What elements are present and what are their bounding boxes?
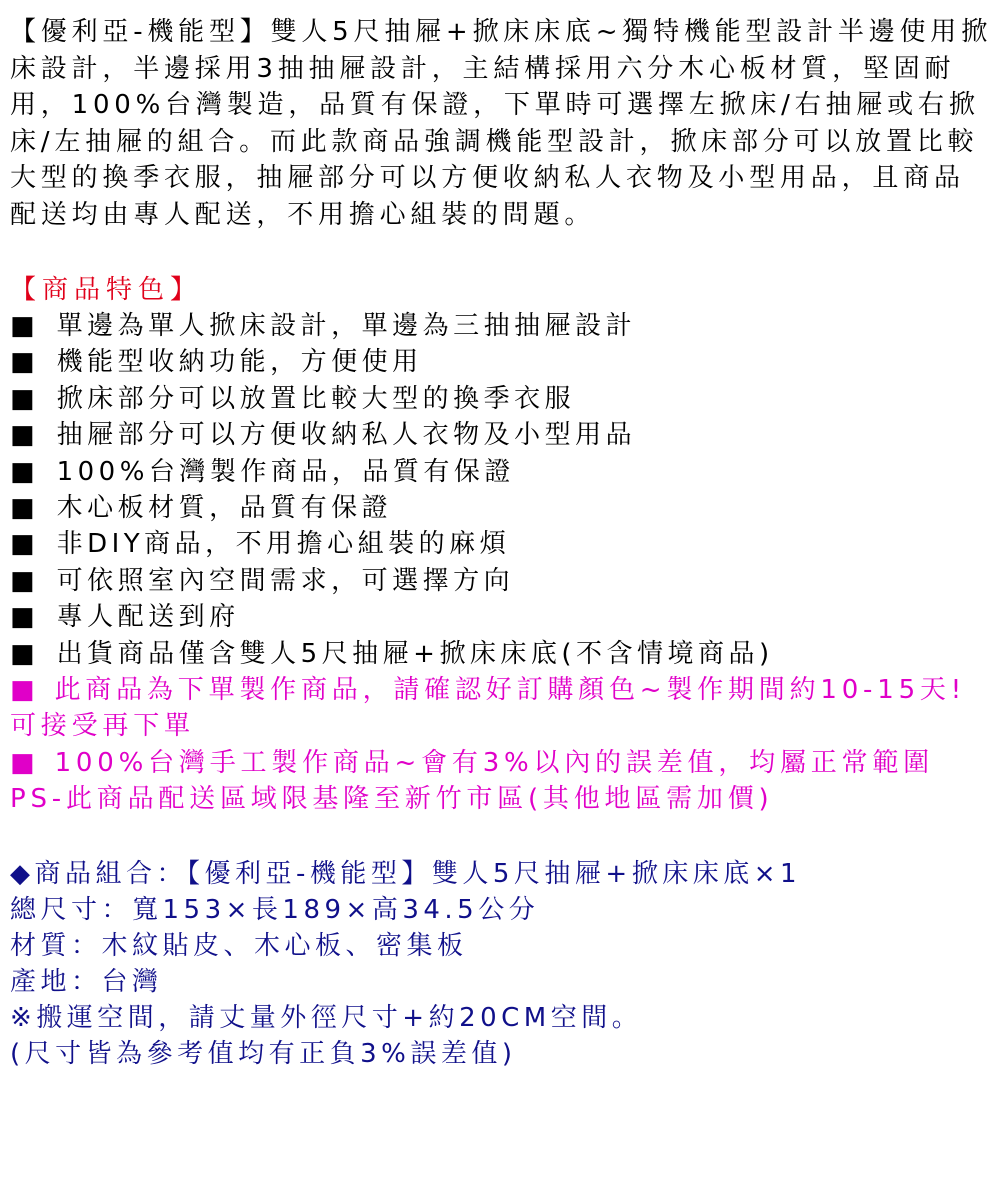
black-square-icon: ■ (10, 311, 35, 341)
feature-item: ■ 出貨商品僅含雙人5尺抽屜+掀床床底(不含情境商品) (10, 636, 992, 672)
black-square-icon: ■ (10, 383, 35, 414)
feature-item: ■ 抽屜部分可以方便收納私人衣物及小型用品 (10, 417, 992, 453)
product-intro-paragraph: 【優利亞-機能型】雙人5尺抽屜+掀床床底~獨特機能型設計半邊使用掀床設計，半邊採用3抽抽屜設計，主結構採用六分木心板材質，堅固耐用，100%台灣製造，品質有保證，下單時可選擇左掀床/右抽屜或右掀床/左抽屜的組合。而此款商品強調機能型設計，掀床部分可以放置比較大型的換季衣服，抽屜部分可以方便收納私人衣物及小型用品，且商品配送均由專人配送，不用擔心組裝的問題。 (10, 17, 992, 230)
black-square-icon: ■ (10, 420, 35, 451)
black-square-icon: ■ (10, 493, 35, 524)
black-square-icon: ■ (10, 529, 35, 560)
black-square-icon: ■ (10, 602, 35, 633)
tolerance-note (10, 745, 992, 781)
spec-moving-space: ※搬運空間，請丈量外徑尺寸+約20CM空間。 (10, 1002, 643, 1033)
feature-item: ■ 專人配送到府 (10, 599, 992, 635)
black-square-icon: ■ (10, 456, 35, 487)
spec-material: 材質：木紋貼皮、木心板、密集板 (10, 930, 468, 961)
magenta-square-icon: ■ (10, 747, 35, 778)
spec-dimensions: 總尺寸：寬153×長189×高34.5公分 (10, 894, 540, 925)
specifications (10, 856, 992, 1072)
feature-item: ■ 100%台灣製作商品，品質有保證 (10, 454, 992, 490)
features-heading: 【商品特色】 (10, 275, 203, 305)
order-note-text: 此商品為下單製作商品，請確認好訂購顏色~製作期間約10-15天!可接受再下單 (10, 675, 966, 742)
tolerance-note-text: 100%台灣手工製作商品~會有3%以內的誤差值，均屬正常範圍 (54, 747, 934, 778)
black-square-icon: ■ (10, 347, 35, 378)
order-note (10, 672, 992, 745)
black-square-icon: ■ (10, 638, 35, 669)
feature-item: ■ 非DIY商品，不用擔心組裝的麻煩 (10, 526, 992, 562)
spec-origin: 產地：台灣 (10, 966, 163, 997)
feature-item: ■ 掀床部分可以放置比較大型的換季衣服 (10, 381, 992, 417)
feature-item: ■ 木心板材質，品質有保證 (10, 490, 992, 526)
delivery-area-note: PS-此商品配送區域限基隆至新竹市區(其他地區需加價) (10, 784, 774, 815)
spec-combination: ◆商品組合：【優利亞-機能型】雙人5尺抽屜+掀床床底×1 (10, 858, 802, 889)
magenta-square-icon: ■ (10, 675, 35, 706)
black-square-icon: ■ (10, 565, 35, 596)
features-list (10, 308, 992, 672)
spec-tolerance: (尺寸皆為參考值均有正負3%誤差值) (10, 1038, 517, 1069)
feature-item: ■ 可依照室內空間需求，可選擇方向 (10, 563, 992, 599)
feature-item: ■ 單邊為單人掀床設計，單邊為三抽抽屜設計 (10, 308, 992, 344)
feature-item: ■ 機能型收納功能，方便使用 (10, 344, 992, 380)
